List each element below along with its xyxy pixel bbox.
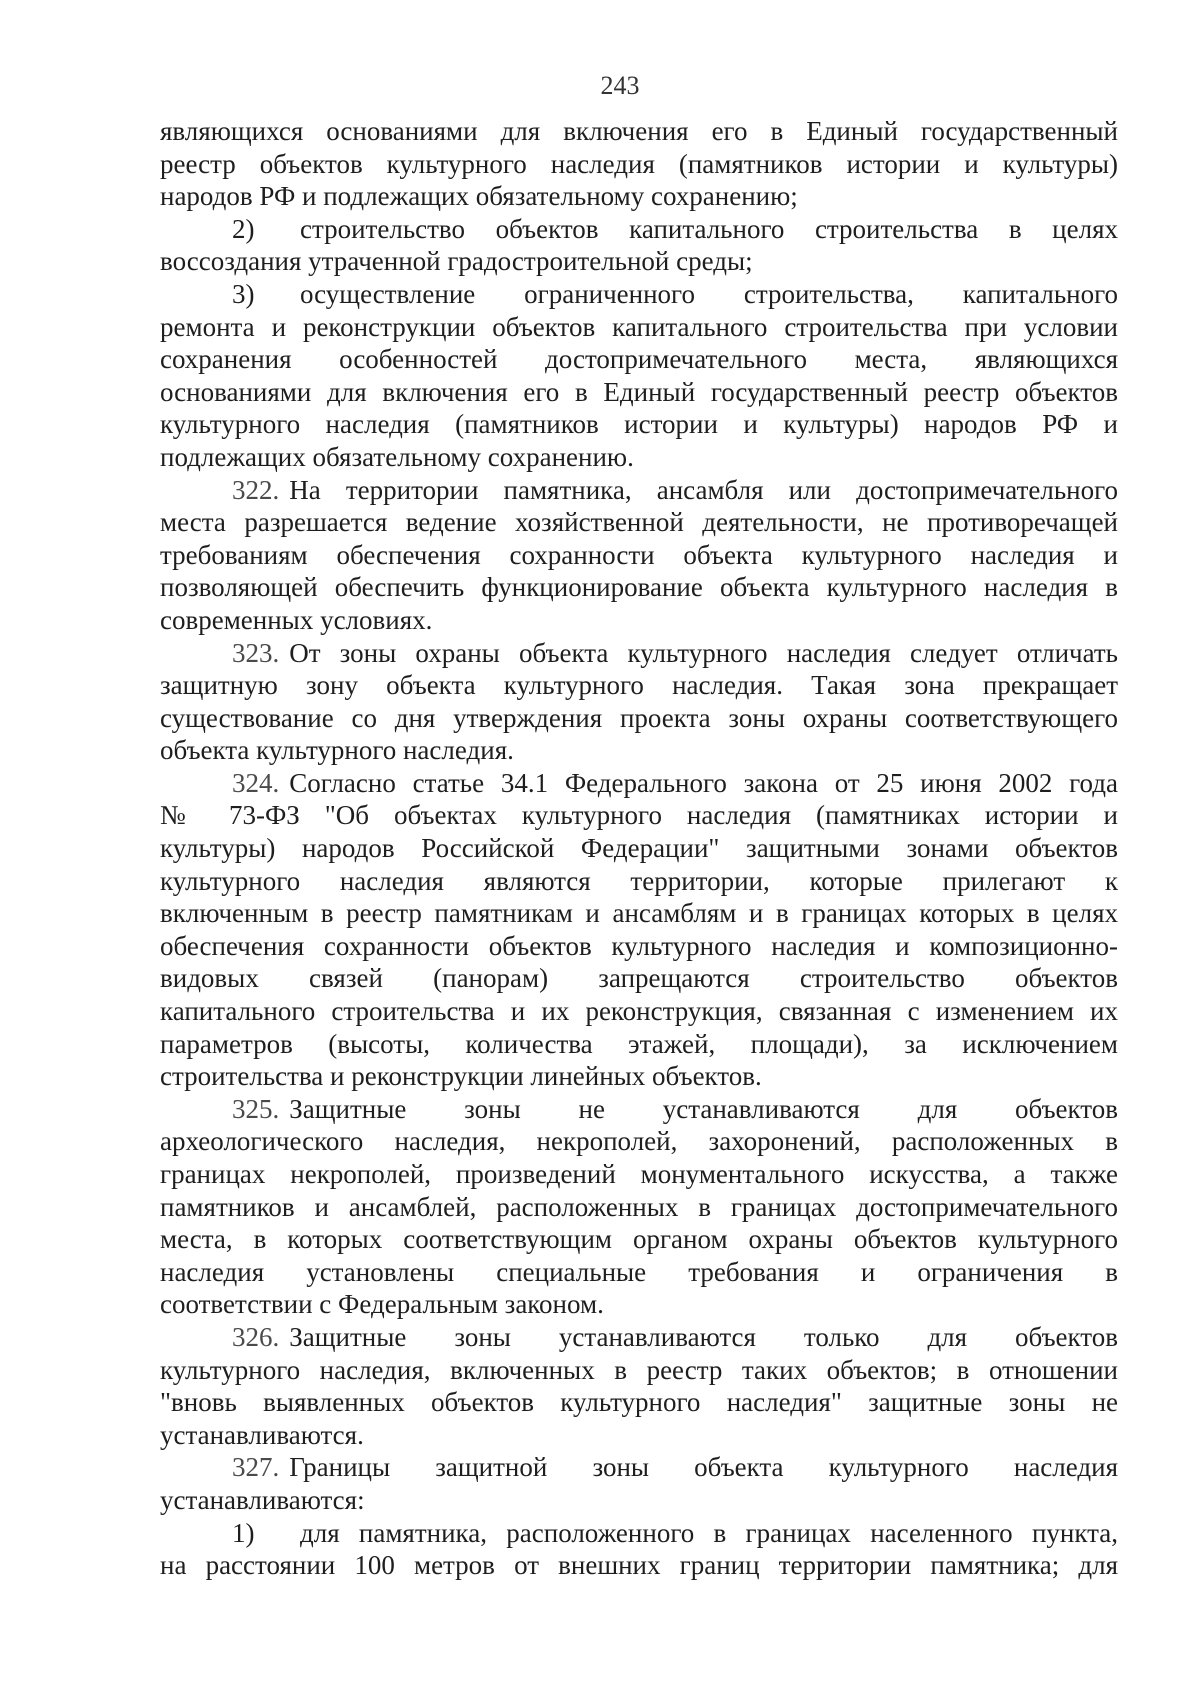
continuation-line: реестр объектов культурного наследия (памятников истории и культуры) — [160, 148, 1118, 179]
paragraph-324 — [160, 767, 1118, 800]
paragraph-number: 324. — [232, 767, 280, 798]
paragraph-324-line: включенным в реестр памятникам и ансамблям и в границах которых в целях — [160, 898, 1118, 929]
list-item-3-line: основаниями для включения его в Единый государственный реестр объектов — [160, 376, 1118, 407]
paragraph-322-line: места разрешается ведение хозяйственной деятельности, не противоречащей — [160, 507, 1118, 538]
paragraph-325-line: границах некрополей, произведений монументального искусства, а также — [160, 1159, 1118, 1189]
paragraph-text: Согласно статье 34.1 Федерального закона от 25 июня 2002 года — [289, 767, 1118, 798]
list-item-3-line: подлежащих обязательному сохранению. — [160, 441, 634, 472]
paragraph-text: От зоны охраны объекта культурного наследия следует отличать — [289, 637, 1118, 668]
paragraph-text: Защитные зоны не устанавливаются для объектов — [289, 1093, 1118, 1124]
paragraph-325-line: памятников и ансамблей, расположенных в границах достопримечательного — [160, 1191, 1118, 1222]
continuation-line: являющихся основаниями для включения его в Единый государственный — [160, 116, 1118, 146]
paragraph-324-line: параметров (высоты, количества этажей, площади), за исключением — [160, 1028, 1118, 1059]
paragraph-number: 327. — [232, 1452, 280, 1483]
paragraph-number: 322. — [232, 474, 280, 505]
paragraph-326-line: "вновь выявленных объектов культурного наследия" защитные зоны не — [160, 1387, 1118, 1418]
page-number: 243 — [600, 71, 640, 100]
paragraph-323-line: существование со дня утверждения проекта зоны охраны соответствующего — [160, 702, 1118, 733]
list-item-3-line: культурного наследия (памятников истории и культуры) народов РФ и — [160, 409, 1118, 440]
paragraph-327-line: устанавливаются: — [160, 1484, 365, 1515]
document-body — [160, 115, 1118, 1582]
paragraph-324-line: обеспечения сохранности объектов культурного наследия и композиционно- — [160, 930, 1118, 961]
paragraph-324-line: № 73-ФЗ "Об объектах культурного наследия (памятниках истории и — [160, 800, 1118, 831]
list-item-1 — [160, 1517, 1118, 1550]
paragraph-323-line: объекта культурного наследия. — [160, 735, 514, 766]
paragraph-324-line: видовых связей (панорам) запрещаются строительство объектов — [160, 963, 1118, 994]
list-item-3 — [160, 278, 1118, 311]
paragraph-327 — [160, 1451, 1118, 1484]
paragraph-number: 326. — [232, 1321, 280, 1352]
paragraph-326-line: культурного наследия, включенных в реестр таких объектов; в отношении — [160, 1354, 1118, 1385]
list-item-text: строительство объектов капитального строительства в целях — [300, 213, 1118, 244]
paragraph-text: Защитные зоны устанавливаются только для объектов — [289, 1321, 1118, 1352]
list-item-number: 2) — [232, 213, 255, 244]
paragraph-322-line: современных условиях. — [160, 604, 433, 635]
paragraph-324-line: капитального строительства и их реконструкция, связанная с изменением их — [160, 996, 1118, 1027]
list-item-number: 1) — [232, 1517, 255, 1548]
paragraph-324-line: культурного наследия являются территории, которые прилегают к — [160, 865, 1118, 896]
paragraph-324-line: культуры) народов Российской Федерации" защитными зонами объектов — [160, 833, 1118, 864]
paragraph-325-line: места, в которых соответствующим органом охраны объектов культурного — [160, 1224, 1118, 1255]
paragraph-322 — [160, 474, 1118, 507]
paragraph-322-line: требованиям обеспечения сохранности объекта культурного наследия и — [160, 539, 1118, 570]
paragraph-324-line: строительства и реконструкции линейных объектов. — [160, 1061, 762, 1092]
paragraph-number: 323. — [232, 637, 280, 668]
list-item-2-line: воссоздания утраченной градостроительной среды; — [160, 246, 753, 277]
paragraph-325-line: соответствии с Федеральным законом. — [160, 1289, 604, 1320]
paragraph-text: На территории памятника, ансамбля или достопримечательного — [289, 474, 1118, 505]
paragraph-text: Границы защитной зоны объекта культурного наследия — [289, 1452, 1118, 1483]
paragraph-325 — [160, 1093, 1118, 1126]
paragraph-323 — [160, 637, 1118, 670]
paragraph-325-line: наследия установлены специальные требования и ограничения в — [160, 1256, 1118, 1287]
list-item-number: 3) — [232, 278, 255, 309]
paragraph-326 — [160, 1321, 1118, 1354]
list-item-3-line: сохранения особенностей достопримечательного места, являющихся — [160, 344, 1118, 375]
continuation-line: народов РФ и подлежащих обязательному сохранению; — [160, 181, 798, 212]
list-item-3-line: ремонта и реконструкции объектов капитального строительства при условии — [160, 311, 1118, 342]
list-item-text: для памятника, расположенного в границах населенного пункта, — [300, 1517, 1118, 1548]
paragraph-number: 325. — [232, 1093, 280, 1124]
paragraph-322-line: позволяющей обеспечить функционирование объекта культурного наследия в — [160, 572, 1118, 603]
paragraph-323-line: защитную зону объекта культурного наследия. Такая зона прекращает — [160, 670, 1118, 701]
paragraph-326-line: устанавливаются. — [160, 1419, 364, 1450]
list-item-1-line: на расстоянии 100 метров от внешних границ территории памятника; для — [160, 1550, 1118, 1581]
paragraph-325-line: археологического наследия, некрополей, захоронений, расположенных в — [160, 1126, 1118, 1157]
list-item-2 — [160, 213, 1118, 246]
list-item-text: осуществление ограниченного строительства, капитального — [300, 278, 1118, 309]
